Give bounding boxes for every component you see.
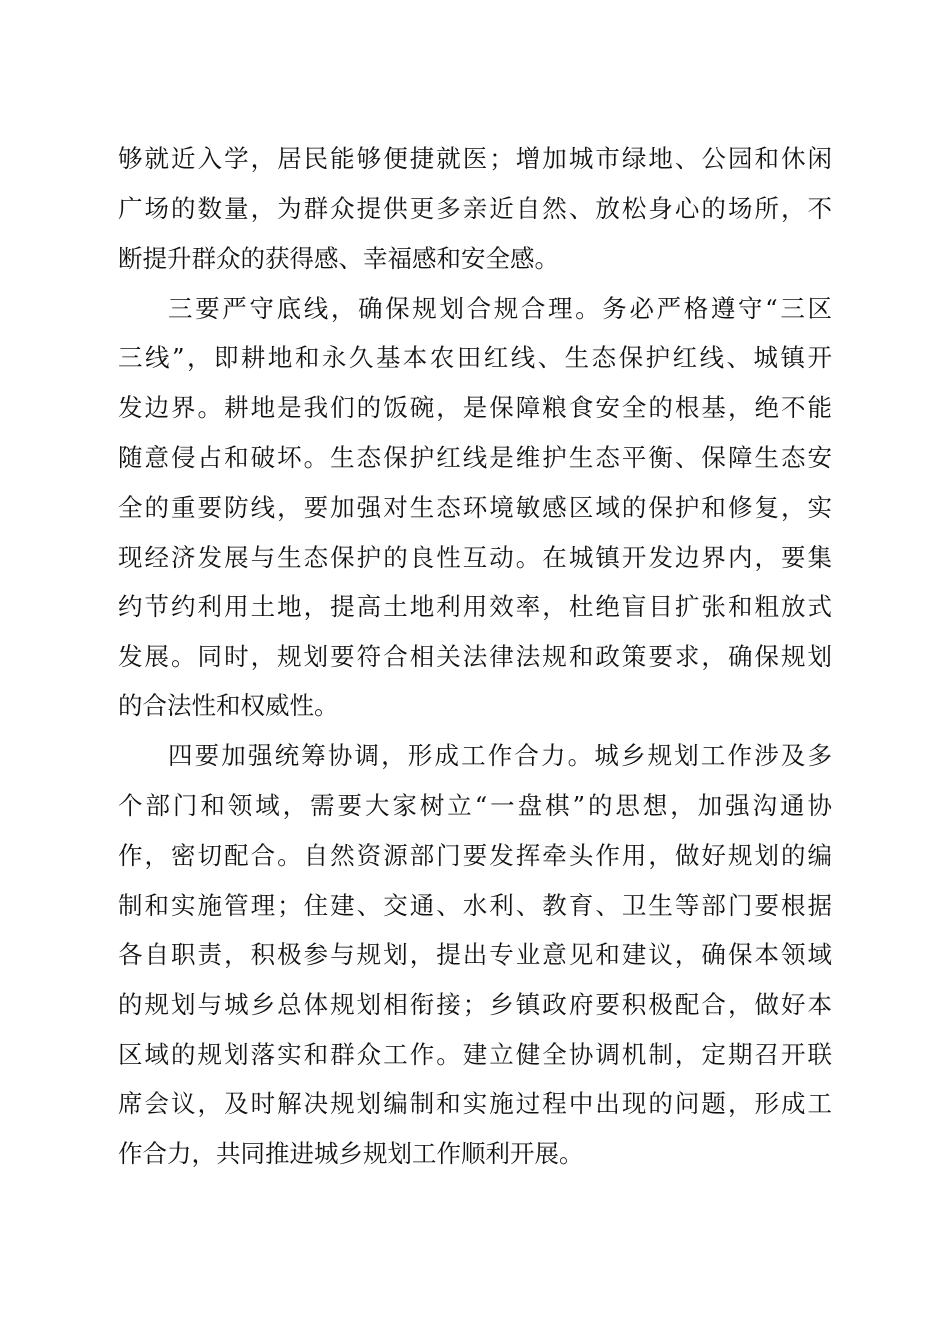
text-line: 席会议，及时解决规划编制和实施过程中出现的问题，形成工 — [118, 1089, 832, 1118]
text-line: 各自职责，积极参与规划，提出专业意见和建议，确保本领域 — [118, 940, 832, 969]
text-line: 作合力，共同推进城乡规划工作顺利开展。 — [118, 1139, 584, 1168]
text-line: 约节约利用土地，提高土地利用效率，杜绝盲目扩张和粗放式 — [118, 592, 832, 621]
text-line: 作，密切配合。自然资源部门要发挥牵头作用，做好规划的编 — [118, 841, 832, 870]
text-line: 发边界。耕地是我们的饭碗，是保障粮食安全的根基，绝不能 — [118, 393, 832, 422]
text-line: 的合法性和权威性。 — [118, 691, 339, 720]
text-line: 够就近入学，居民能够便捷就医；增加城市绿地、公园和休闲 — [118, 144, 832, 173]
text-line: 三要严守底线，确保规划合规合理。务必严格遵守“三区 — [168, 294, 832, 323]
text-line: 全的重要防线，要加强对生态环境敏感区域的保护和修复，实 — [118, 493, 832, 522]
text-line: 制和实施管理；住建、交通、水利、教育、卫生等部门要根据 — [118, 891, 832, 920]
text-line: 三线”，即耕地和永久基本农田红线、生态保护红线、城镇开 — [118, 343, 832, 372]
text-line: 断提升群众的获得感、幸福感和安全感。 — [118, 244, 559, 273]
text-line: 广场的数量，为群众提供更多亲近自然、放松身心的场所，不 — [118, 194, 832, 223]
text-line: 个部门和领域，需要大家树立“一盘棋”的思想，加强沟通协 — [118, 791, 832, 820]
text-line: 现经济发展与生态保护的良性互动。在城镇开发边界内，要集 — [118, 543, 832, 572]
text-line: 区域的规划落实和群众工作。建立健全协调机制，定期召开联 — [118, 1040, 832, 1069]
text-line: 的规划与城乡总体规划相衔接；乡镇政府要积极配合，做好本 — [118, 990, 832, 1019]
text-line: 发展。同时，规划要符合相关法律法规和政策要求，确保规划 — [118, 642, 832, 671]
text-line: 四要加强统筹协调，形成工作合力。城乡规划工作涉及多 — [168, 741, 832, 770]
text-line: 随意侵占和破坏。生态保护红线是维护生态平衡、保障生态安 — [118, 443, 832, 472]
